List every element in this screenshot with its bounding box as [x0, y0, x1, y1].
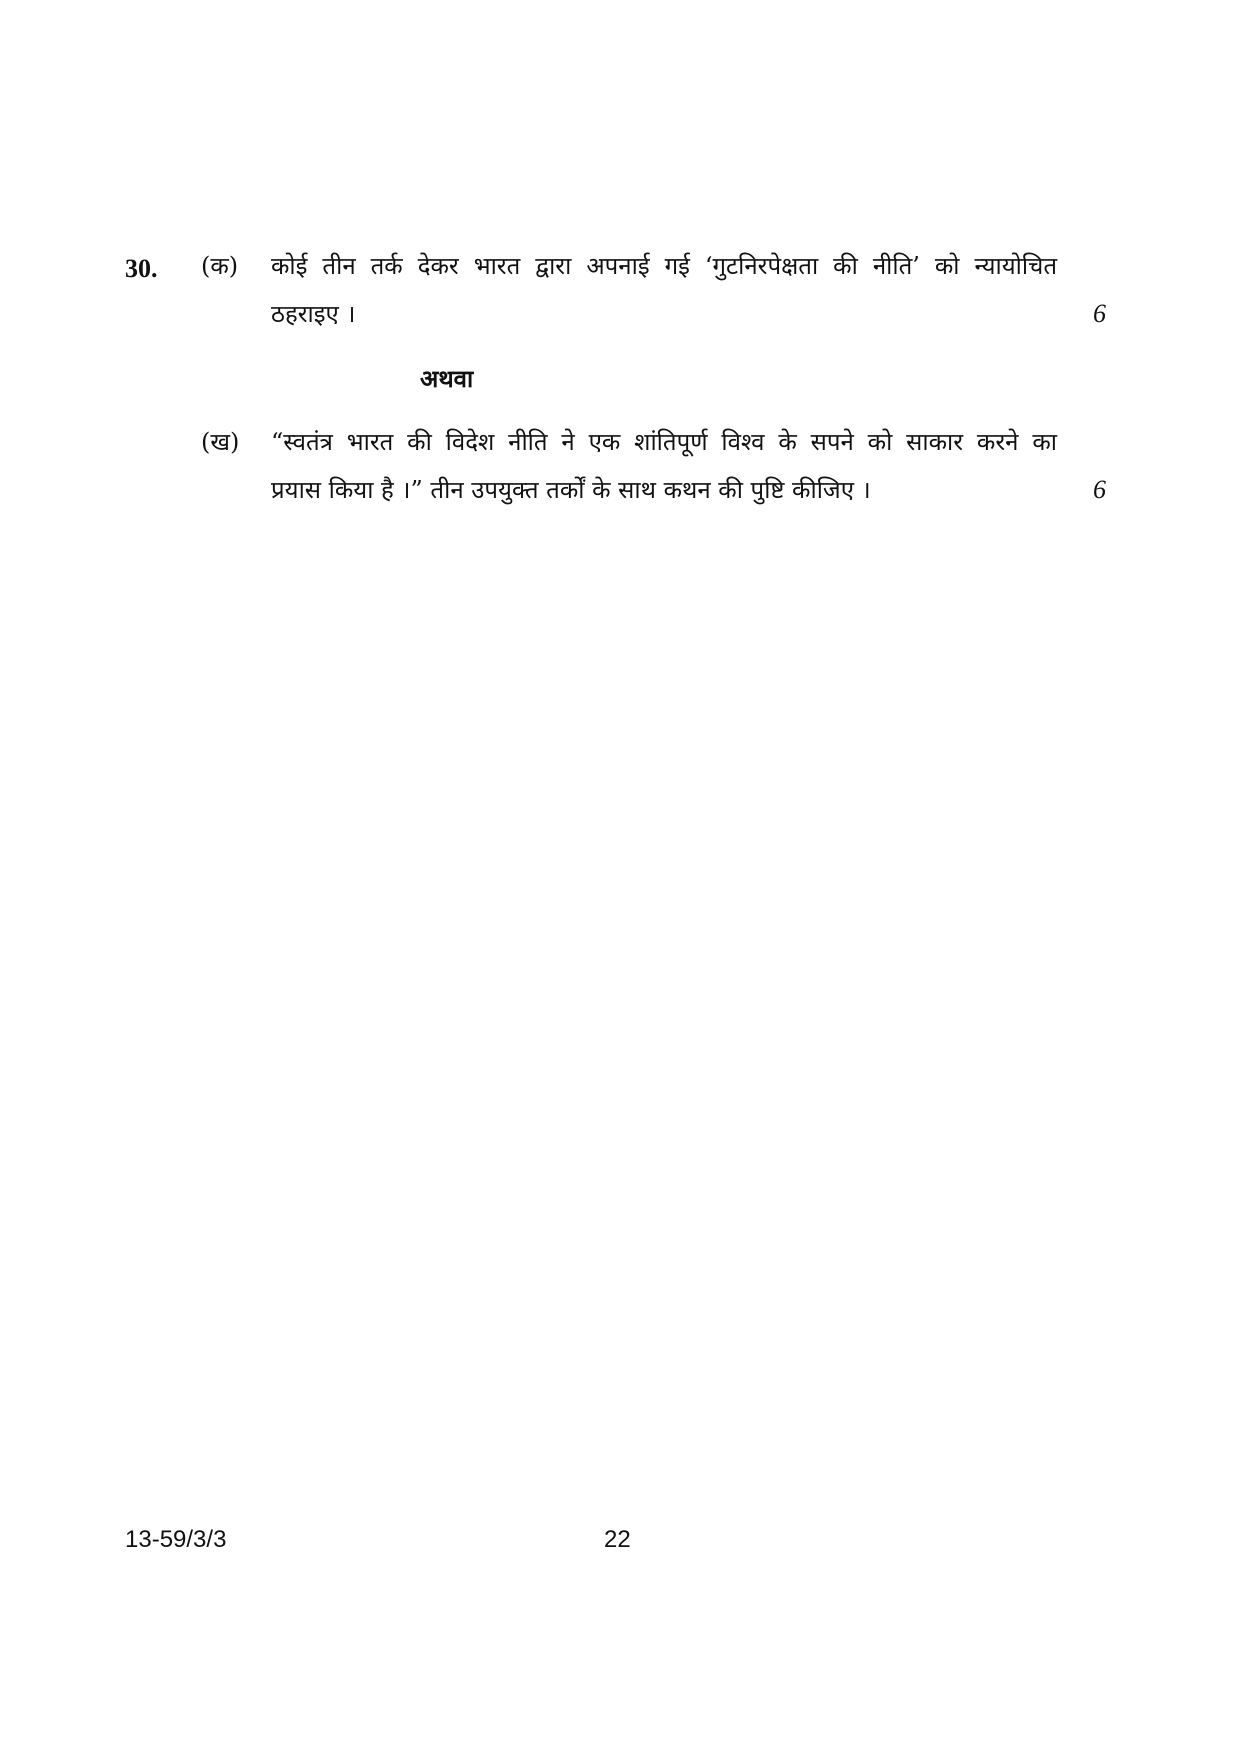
part-b-line-2: प्रयास किया है ।” तीन उपयुक्त तर्कों के साथ कथन की पुष्टि कीजिए । — [271, 476, 871, 504]
part-a-text — [271, 242, 1057, 338]
part-b-text — [271, 418, 1057, 514]
part-b-label: (ख) — [201, 428, 240, 456]
part-b-line-1: “स्वतंत्र भारत की विदेश नीति ने एक शांतिपूर्ण विश्व के सपने को साकार करने का — [271, 428, 1057, 456]
part-a-label: (क) — [201, 252, 239, 280]
footer-page-number: 22 — [604, 1526, 631, 1553]
part-a-line-1: कोई तीन तर्क देकर भारत द्वारा अपनाई गई ‘गुटनिरपेक्षता की नीति’ को न्यायोचित — [271, 252, 1057, 280]
question-number: 30. — [125, 254, 158, 283]
part-b-marks: 6 — [1093, 475, 1106, 504]
part-a-line-2: ठहराइए । — [271, 300, 356, 328]
or-separator: अथवा — [420, 364, 474, 393]
footer-paper-code: 13-59/3/3 — [125, 1526, 227, 1553]
part-a-marks: 6 — [1093, 299, 1106, 328]
